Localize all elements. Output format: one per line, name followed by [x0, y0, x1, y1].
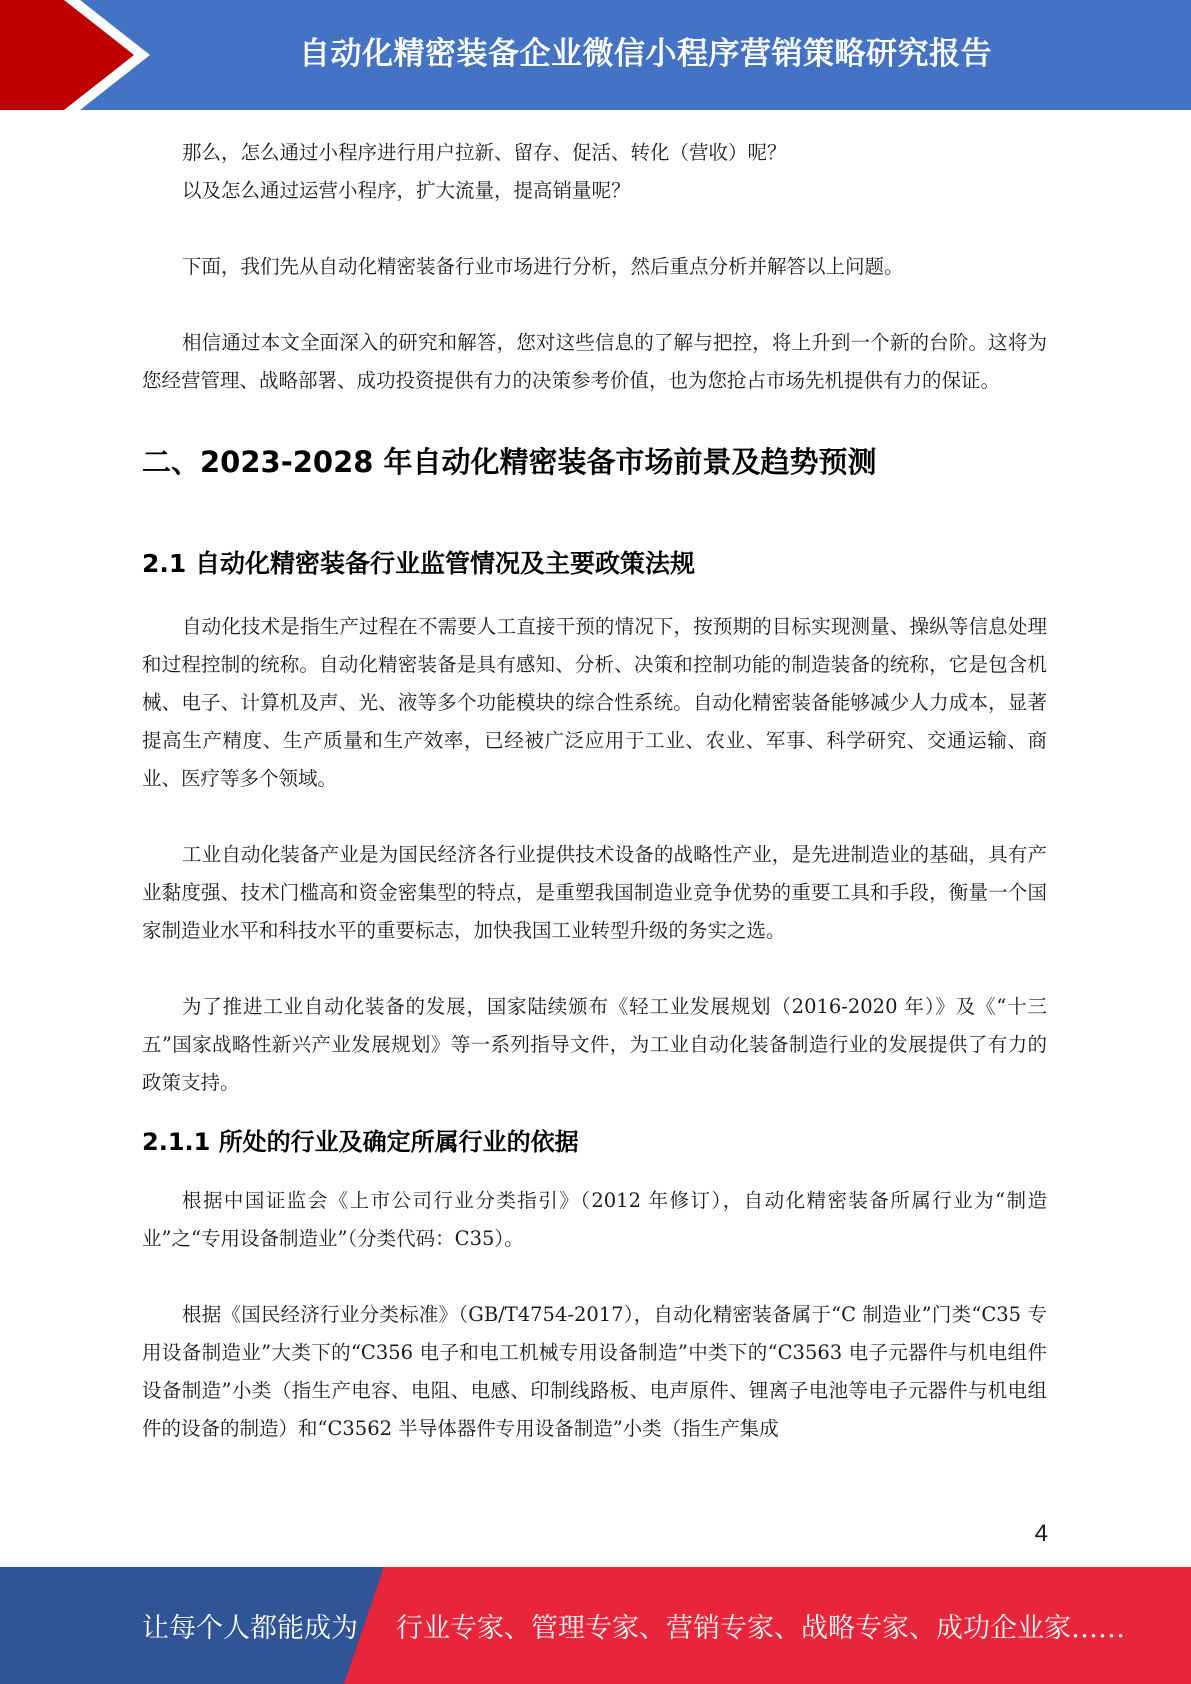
body-paragraph: 那么，怎么通过小程序进行用户拉新、留存、促活、转化（营收）呢？	[182, 141, 787, 164]
body-paragraph: 自动化技术是指生产过程在不需要人工直接干预的情况下，按预期的目标实现测量、操纵等信息处理和过程控制的统称。自动化精密装备是具有感知、分析、决策和控制功能的制造装备的统称，它是包含机械、电子、计算机及声、光、液等多个功能模块的综合性系统。自动化精密装备能够减少人力成本，显著提高生产精度、生产质量和生产效率，已经被广泛应用于工业、农业、军事、科学研究、交通运输、商业、医疗等多个领域。	[142, 615, 1047, 790]
report-title: 自动化精密装备企业微信小程序营销策略研究报告	[299, 35, 992, 72]
body-paragraph: 下面，我们先从自动化精密装备行业市场进行分析，然后重点分析并解答以上问题。	[182, 255, 904, 278]
body-paragraph: 为了推进工业自动化装备的发展，国家陆续颁布《轻工业发展规划（2016-2020 年）》及《“十三五”国家战略性新兴产业发展规划》等一系列指导文件，为工业自动化装备制造行业的发展提供了有力的政策支持。	[142, 995, 1047, 1094]
body-paragraph: 以及怎么通过运营小程序，扩大流量，提高销量呢？	[182, 179, 631, 202]
page-content	[142, 134, 1047, 1448]
page-header	[0, 0, 1191, 110]
body-paragraph: 根据《国民经济行业分类标准》（GB/T4754-2017），自动化精密装备属于“C 制造业”门类“C35 专用设备制造业”大类下的“C356 电子和电工机械专用设备制造”中类下的“C3563 电子元器件与机电组件设备制造”小类（指生产电容、电阻、电感、印制线路板、电声原件、锂离子电池等电子元器件与机电组件的设备的制造）和“C3562 半导体器件专用设备制造”小类（指生产集成	[142, 1303, 1047, 1440]
footer-slogan-right: 行业专家、管理专家、营销专家、战略专家、成功企业家……	[396, 1613, 1125, 1644]
section-heading: 二、2023-2028 年自动化精密装备市场前景及趋势预测	[142, 445, 877, 479]
subsection-heading: 2.1 自动化精密装备行业监管情况及主要政策法规	[142, 549, 695, 578]
body-paragraph: 工业自动化装备产业是为国民经济各行业提供技术设备的战略性产业，是先进制造业的基础，具有产业黏度强、技术门槛高和资金密集型的特点，是重塑我国制造业竞争优势的重要工具和手段，衡量一个国家制造业水平和科技水平的重要标志，加快我国工业转型升级的务实之选。	[142, 843, 1047, 942]
body-paragraph: 相信通过本文全面深入的研究和解答，您对这些信息的了解与把控，将上升到一个新的台阶。这将为您经营管理、战略部署、成功投资提供有力的决策参考价值，也为您抢占市场先机提供有力的保证。	[142, 331, 1047, 392]
subsubsection-heading: 2.1.1 所处的行业及确定所属行业的依据	[142, 1128, 579, 1156]
body-paragraph: 根据中国证监会《上市公司行业分类指引》（2012 年修订），自动化精密装备所属行业为“制造业”之“专用设备制造业”（分类代码：C35）。	[142, 1189, 1047, 1250]
page-footer	[0, 1567, 1191, 1684]
page-number: 4	[1034, 1520, 1048, 1547]
footer-slogan-left: 让每个人都能成为	[142, 1613, 358, 1644]
